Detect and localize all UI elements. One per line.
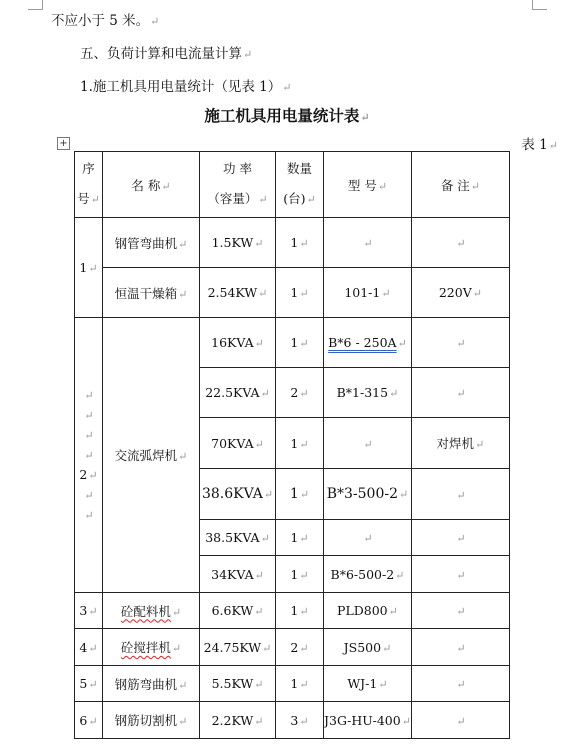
- paragraph-mark-icon: ↵: [161, 179, 171, 193]
- cell-quantity: [276, 629, 324, 666]
- paragraph-mark-icon: ↵: [456, 678, 466, 691]
- cell-text: 1: [290, 435, 299, 451]
- table-row: [75, 666, 510, 702]
- table-row: [75, 318, 510, 368]
- paragraph-mark-icon: ↵: [456, 488, 466, 502]
- cell-remark: [411, 520, 509, 556]
- cell-remark: [411, 666, 509, 702]
- cell-name: [103, 629, 200, 666]
- paragraph-mark-icon: ↵: [260, 532, 270, 545]
- cell-text: 22.5KVA: [205, 385, 260, 400]
- header-name: [103, 152, 200, 218]
- header-remark: [411, 152, 509, 218]
- paragraph-mark-icon: ↵: [299, 387, 309, 400]
- cell-text: 1: [290, 566, 299, 582]
- paragraph-mark-icon: ↵: [456, 337, 466, 350]
- paragraph-mark-icon: ↵: [548, 139, 558, 152]
- cell-power: [200, 593, 276, 629]
- paragraph-mark-icon: ↵: [88, 262, 98, 275]
- cell-text: 1: [290, 530, 299, 545]
- cell-text: 16KVA: [211, 335, 254, 350]
- cell-text: B*6 - 250A: [328, 335, 397, 350]
- cell-text: B*6-500-2: [330, 566, 395, 582]
- cell-model: [324, 218, 412, 268]
- paragraph-mark-icon: ↵: [178, 678, 188, 692]
- cell-model: [324, 556, 412, 593]
- paragraph-mark-icon: ↵: [299, 568, 309, 582]
- cell-index: [75, 218, 103, 318]
- cell-text: 钢筋弯曲机: [114, 676, 178, 692]
- paragraph-mark-icon: ↵: [84, 429, 94, 442]
- table-title-text: 施工机具用电量统计表: [204, 106, 360, 125]
- cell-text: 6.6KW: [211, 603, 254, 618]
- paragraph-mark-icon: ↵: [254, 678, 264, 691]
- body-text-line: [51, 9, 159, 29]
- cell-text: 2.2KW: [211, 712, 254, 728]
- cell-text: B*3-500-2: [326, 486, 398, 502]
- cell-remark: [411, 629, 509, 666]
- paragraph-mark-icon: ↵: [254, 568, 264, 582]
- paragraph-mark-icon: ↵: [243, 48, 253, 61]
- page-corner-mark-left: [28, 0, 43, 10]
- equipment-power-table: [74, 151, 510, 739]
- paragraph-mark-icon: ↵: [178, 450, 188, 463]
- cell-text: 1: [79, 260, 88, 275]
- cell-name: [103, 702, 200, 739]
- cell-text: 5: [79, 676, 88, 691]
- cell-text: 钢管弯曲机: [114, 235, 178, 251]
- table-row: [75, 268, 510, 318]
- cell-model: [324, 418, 412, 469]
- cell-text: (台): [283, 191, 306, 206]
- cell-model: [324, 629, 412, 666]
- paragraph-mark-icon: ↵: [456, 605, 466, 618]
- paragraph-mark-icon: ↵: [456, 568, 466, 582]
- paragraph-mark-icon: ↵: [254, 437, 264, 451]
- cell-power: [200, 666, 276, 702]
- paragraph-mark-icon: ↵: [260, 387, 270, 400]
- cell-power: [200, 520, 276, 556]
- cell-quantity: [276, 469, 324, 520]
- cell-remark: [411, 702, 509, 739]
- cell-model: [324, 368, 412, 418]
- cell-remark: [411, 469, 509, 520]
- paragraph-mark-icon: ↵: [263, 488, 274, 501]
- cell-power: [200, 268, 276, 318]
- cell-power: [200, 469, 276, 520]
- paragraph-mark-icon: ↵: [282, 81, 292, 94]
- paragraph-mark-icon: ↵: [299, 437, 309, 451]
- cell-text: 1: [290, 235, 299, 250]
- cell-text: JS500: [343, 639, 382, 655]
- cell-text: 3: [290, 712, 299, 728]
- paragraph-mark-icon: ↵: [456, 532, 466, 545]
- cell-text: 6: [79, 712, 88, 728]
- cell-quantity: [276, 556, 324, 593]
- paragraph-mark-icon: ↵: [262, 641, 272, 655]
- paragraph-mark-icon: ↵: [299, 678, 309, 691]
- table-number: [521, 133, 558, 153]
- cell-model: [324, 666, 412, 702]
- paragraph-mark-icon: ↵: [378, 678, 388, 691]
- header-index: [75, 152, 103, 218]
- cell-model: [324, 520, 412, 556]
- cell-remark: [411, 318, 509, 368]
- cell-quantity: [276, 368, 324, 418]
- paragraph-mark-icon: ↵: [363, 532, 373, 545]
- section-heading: [80, 42, 252, 62]
- cell-model: [324, 268, 412, 318]
- cell-text: 对焊机: [436, 436, 475, 451]
- cell-text: 1: [289, 486, 299, 502]
- cell-text: 38.6KVA: [201, 486, 263, 502]
- table-row: [75, 702, 510, 739]
- table-number-text: 表 1: [521, 137, 548, 153]
- cell-text: 2.54KW: [207, 285, 258, 300]
- paragraph-mark-icon: ↵: [178, 715, 188, 728]
- paragraph-mark-icon: ↵: [171, 605, 182, 619]
- paragraph-mark-icon: ↵: [299, 641, 309, 655]
- paragraph-mark-icon: ↵: [84, 409, 94, 422]
- cell-model: [324, 469, 412, 520]
- paragraph-mark-icon: ↵: [401, 714, 411, 728]
- paragraph-mark-icon: ↵: [399, 488, 409, 501]
- cell-text: 24.75KW: [203, 639, 262, 655]
- paragraph-mark-icon: ↵: [299, 337, 309, 350]
- cell-power: [200, 418, 276, 469]
- paragraph-mark-icon: ↵: [388, 605, 398, 618]
- table-row: [75, 218, 510, 268]
- cell-text: 1: [290, 676, 299, 691]
- paragraph-mark-icon: ↵: [397, 337, 407, 350]
- paragraph-mark-icon: ↵: [299, 714, 309, 728]
- paragraph-mark-icon: ↵: [178, 237, 188, 251]
- cell-text: 交流弧焊机: [114, 448, 178, 463]
- page-corner-mark-right: [532, 0, 547, 10]
- cell-index: [75, 702, 103, 739]
- cell-text: 3: [79, 603, 88, 618]
- body-text: 不应小于 5 米。: [51, 13, 150, 29]
- cell-remark: [411, 593, 509, 629]
- cell-text: 恒温干燥箱: [114, 285, 178, 301]
- cell-model: [324, 702, 412, 739]
- cell-text: PLD800: [337, 603, 388, 618]
- cell-text: 38.5KVA: [205, 530, 260, 545]
- paragraph-mark-icon: ↵: [377, 179, 388, 193]
- paragraph-mark-icon: ↵: [88, 714, 98, 728]
- cell-power: [200, 318, 276, 368]
- table-row: [75, 593, 510, 629]
- cell-text: 备 注: [440, 177, 470, 193]
- cell-name: [103, 666, 200, 702]
- paragraph-mark-icon: ↵: [258, 287, 268, 300]
- cell-text: WJ-1: [347, 676, 378, 691]
- paragraph-mark-icon: ↵: [360, 111, 370, 124]
- paragraph-mark-icon: ↵: [84, 449, 94, 462]
- cell-name: [103, 218, 200, 268]
- cell-text: B*1-315: [336, 385, 389, 400]
- paragraph-mark-icon: ↵: [299, 287, 309, 300]
- cell-text: 70KVA: [211, 435, 254, 451]
- cell-text: 1: [290, 285, 299, 300]
- table-row: [75, 629, 510, 666]
- cell-remark: [411, 268, 509, 318]
- paragraph-mark-icon: ↵: [84, 389, 94, 402]
- cell-text: 功 率: [223, 161, 252, 176]
- cell-text: 名 称: [131, 177, 161, 193]
- cell-power: [200, 556, 276, 593]
- paragraph-mark-icon: ↵: [475, 438, 485, 451]
- header-quantity: [276, 152, 324, 218]
- cell-text: 型 号: [347, 177, 377, 193]
- subsection-heading-text: 1.施工机具用电量统计（见表 1）: [80, 79, 282, 95]
- cell-quantity: [276, 318, 324, 368]
- paragraph-mark-icon: ↵: [84, 489, 94, 502]
- cell-power: [200, 629, 276, 666]
- cell-remark: [411, 368, 509, 418]
- table-title: [0, 104, 574, 126]
- cell-text: 4: [79, 639, 88, 655]
- header-model: [324, 152, 412, 218]
- paragraph-mark-icon: ↵: [178, 287, 188, 301]
- cell-remark: [411, 418, 509, 469]
- table-header-row: [75, 152, 510, 218]
- paragraph-mark-icon: ↵: [456, 641, 466, 655]
- cell-quantity: [276, 702, 324, 739]
- cell-text: 1.5KW: [211, 235, 254, 250]
- cell-quantity: [276, 520, 324, 556]
- cell-name: [103, 593, 200, 629]
- cell-text: 序: [82, 161, 95, 176]
- paragraph-mark-icon: ↵: [254, 237, 264, 250]
- cell-index: [75, 593, 103, 629]
- paragraph-mark-icon: ↵: [382, 641, 392, 655]
- cell-text: 砼搅拌机: [120, 640, 171, 655]
- cell-power: [200, 368, 276, 418]
- paragraph-mark-icon: ↵: [456, 714, 466, 728]
- cell-quantity: [276, 418, 324, 469]
- cell-text: 1: [290, 335, 299, 350]
- cell-text: 钢筋切割机: [114, 713, 178, 728]
- cell-text: 数量: [286, 161, 312, 176]
- cell-text: 34KVA: [211, 566, 254, 582]
- cell-text: 2: [79, 467, 88, 482]
- paragraph-mark-icon: ↵: [299, 237, 309, 250]
- cell-power: [200, 218, 276, 268]
- paragraph-mark-icon: ↵: [88, 678, 98, 691]
- paragraph-mark-icon: ↵: [171, 642, 182, 655]
- cell-text: 1: [290, 603, 299, 618]
- paragraph-mark-icon: ↵: [299, 488, 310, 501]
- paragraph-mark-icon: ↵: [90, 193, 100, 206]
- cell-index: [75, 318, 103, 593]
- paragraph-mark-icon: ↵: [299, 605, 309, 618]
- paragraph-mark-icon: ↵: [150, 15, 160, 28]
- cell-model: [324, 593, 412, 629]
- cell-remark: [411, 218, 509, 268]
- cell-text: 101-1: [344, 285, 381, 300]
- cell-remark: [411, 556, 509, 593]
- cell-quantity: [276, 666, 324, 702]
- cell-text: 5.5KW: [211, 676, 254, 691]
- paragraph-mark-icon: ↵: [456, 387, 466, 400]
- paragraph-mark-icon: ↵: [470, 179, 481, 193]
- cell-text: 砼配料机: [120, 603, 171, 619]
- paragraph-mark-icon: ↵: [254, 714, 264, 728]
- cell-quantity: [276, 218, 324, 268]
- cell-name: [103, 268, 200, 318]
- cell-index: [75, 629, 103, 666]
- cell-quantity: [276, 593, 324, 629]
- paragraph-mark-icon: ↵: [381, 287, 391, 300]
- cell-text: 2: [290, 385, 299, 400]
- paragraph-mark-icon: ↵: [306, 193, 316, 206]
- paragraph-mark-icon: ↵: [456, 237, 466, 250]
- cell-model: [324, 318, 412, 368]
- paragraph-mark-icon: ↵: [363, 437, 373, 451]
- cell-quantity: [276, 268, 324, 318]
- cell-index: [75, 666, 103, 702]
- paragraph-mark-icon: ↵: [88, 641, 98, 655]
- paragraph-mark-icon: ↵: [389, 387, 399, 400]
- paragraph-mark-icon: ↵: [254, 337, 264, 350]
- cell-text: 2: [290, 639, 299, 655]
- paragraph-mark-icon: ↵: [363, 237, 373, 250]
- cell-text: 号: [77, 191, 90, 206]
- paragraph-mark-icon: ↵: [84, 509, 94, 522]
- cell-text: 220V: [438, 285, 472, 300]
- section-heading-text: 五、负荷计算和电流量计算: [80, 46, 242, 62]
- cell-text: J3G-HU-400: [324, 712, 401, 728]
- cell-power: [200, 702, 276, 739]
- paragraph-mark-icon: ↵: [299, 532, 309, 545]
- paragraph-mark-icon: ↵: [472, 287, 482, 300]
- paragraph-mark-icon: ↵: [254, 605, 264, 618]
- paragraph-mark-icon: ↵: [395, 568, 405, 582]
- cell-name: [103, 318, 200, 593]
- subsection-heading: [80, 75, 291, 95]
- cell-text: （容量）: [207, 191, 258, 206]
- paragraph-mark-icon: ↵: [88, 605, 98, 618]
- table-move-handle-icon[interactable]: +: [57, 137, 70, 150]
- paragraph-mark-icon: ↵: [88, 469, 98, 482]
- paragraph-mark-icon: ↵: [258, 193, 268, 206]
- header-power: [200, 152, 276, 218]
